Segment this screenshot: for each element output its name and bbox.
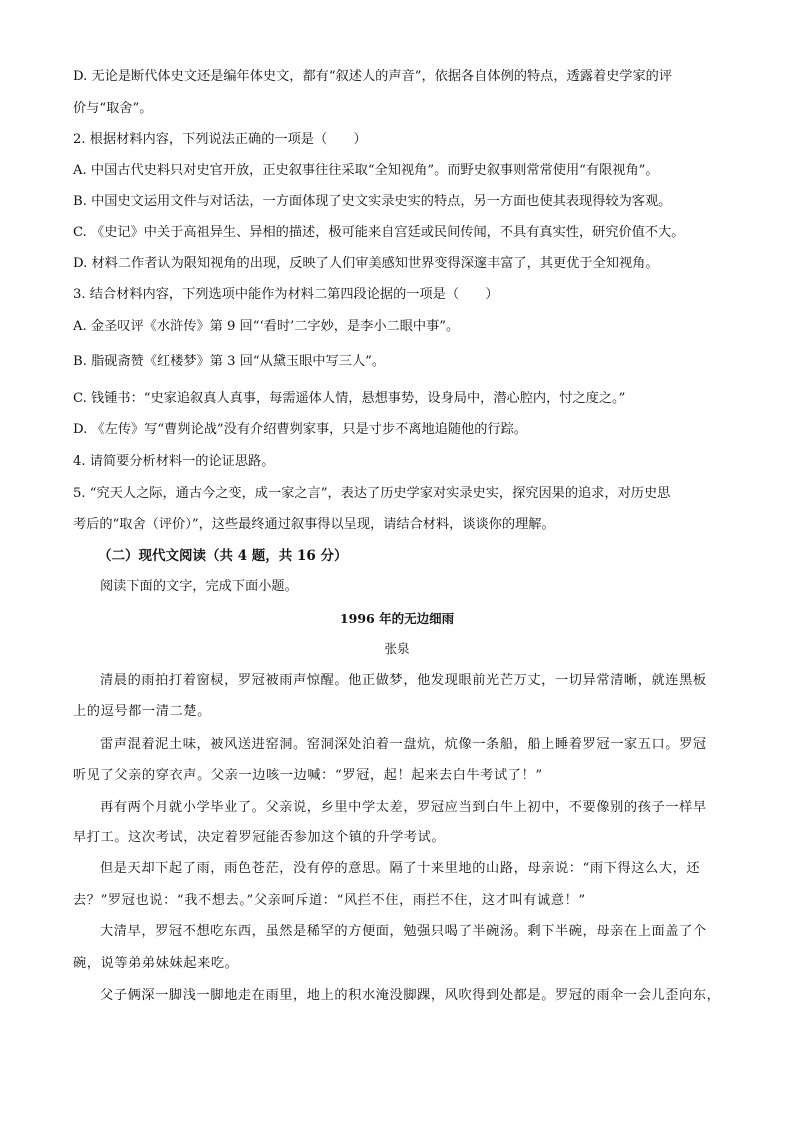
story-paragraph-line: 清晨的雨拍打着窗棂，罗冠被雨声惊醒。他正做梦，他发现眼前光芒万丈，一切异常清晰，就连黑板 [100,673,707,688]
question-3-option-d: D. 《左传》写“曹刿论战”没有介绍曹刿家事，只是寸步不离地追随他的行踪。 [73,422,527,437]
question-3-option-b: B. 脂砚斋赞《红楼梦》第 3 回“从黛玉眼中写三人”。 [73,354,386,369]
q1-option-d-line2: 价与“取舍”。 [73,101,153,116]
story-title: 1996 年的无边细雨 [339,611,455,626]
story-paragraph-line: 但是天却下起了雨，雨色苍茫，没有停的意思。隔了十来里地的山路，母亲说：“雨下得这么大，还 [100,861,701,876]
question-4-stem: 4. 请简要分析材料一的论证思路。 [73,454,275,469]
story-paragraph-line: 大清早，罗冠不想吃东西，虽然是稀罕的方便面，勉强只喝了半碗汤。剩下半碗，母亲在上面盖了个 [100,924,707,939]
question-5-line1: 5. “究天人之际，通古今之变，成一家之言”，表达了历史学家对实录史实，探究因果的追求，对历史思 [73,486,671,501]
question-2-option-c: C. 《史记》中关于高祖异生、异相的描述，极可能来自宫廷或民间传闻，不具有真实性，研究价值不大。 [73,225,685,240]
question-2-option-a: A. 中国古代史料只对史官开放，正史叙事往往采取“全知视角”。而野史叙事则常常使用“有限视角”。 [73,163,659,178]
story-paragraph-line: 雷声混着泥土味，被风送进窑洞。窑洞深处泊着一盘炕，炕像一条船，船上睡着罗冠一家五口。罗冠 [100,737,707,752]
story-paragraph-line: 早打工。这次考试，决定着罗冠能否参加这个镇的升学考试。 [73,830,446,845]
q1-option-d-line1: D. 无论是断代体史文还是编年体史文，都有“叙述人的声音”，依据各自体例的特点，透露着史学家的评 [73,69,673,84]
story-paragraph-line: 父子俩深一脚浅一脚地走在雨里，地上的积水淹没脚踝，风吹得到处都是。罗冠的雨伞一会儿歪向东， [100,988,721,1003]
question-2-stem: 2. 根据材料内容，下列说法正确的一项是（ ） [73,132,367,147]
section-heading: （二）现代文阅读（共 4 题，共 16 分） [98,548,348,564]
question-3-option-c: C. 钱锺书：“史家追叙真人真事，每需遥体人情，悬想事势，设身局中，潜心腔内，忖之度之。” [73,391,626,406]
story-paragraph-line: 碗，说等弟弟妹妹起来吃。 [73,956,239,971]
story-paragraph-line: 去？”罗冠也说：“我不想去。”父亲呵斥道：“风拦不住，雨拦不住，这才叫有诚意！” [73,893,586,908]
question-5-line2: 考后的“取舍（评价）”，这些最终通过叙事得以呈现，请结合材料，谈谈你的理解。 [73,517,555,532]
story-paragraph-line: 上的逗号都一清二楚。 [73,704,211,719]
story-paragraph-line: 再有两个月就小学毕业了。父亲说，乡里中学太差，罗冠应当到白牛上初中，不要像别的孩子一样早 [100,800,707,815]
question-2-option-b: B. 中国史文运用文件与对话法，一方面体现了史文实录史实的特点，另一方面也使其表现得较为客观。 [73,194,672,209]
question-2-option-d: D. 材料二作者认为限知视角的出现，反映了人们审美感知世界变得深邃丰富了，其更优于全知视角。 [73,256,659,271]
reading-instruction: 阅读下面的文字，完成下面小题。 [100,579,298,594]
story-author: 张泉 [384,641,410,656]
question-3-stem: 3. 结合材料内容，下列选项中能作为材料二第四段论据的一项是（ ） [73,287,499,302]
story-paragraph-line: 听见了父亲的穿衣声。父亲一边咳一边喊：“罗冠，起！起来去白牛考试了！” [73,768,543,783]
question-3-option-a: A. 金圣叹评《水浒传》第 9 回“‘看时’二字妙，是李小二眼中事”。 [73,319,460,334]
